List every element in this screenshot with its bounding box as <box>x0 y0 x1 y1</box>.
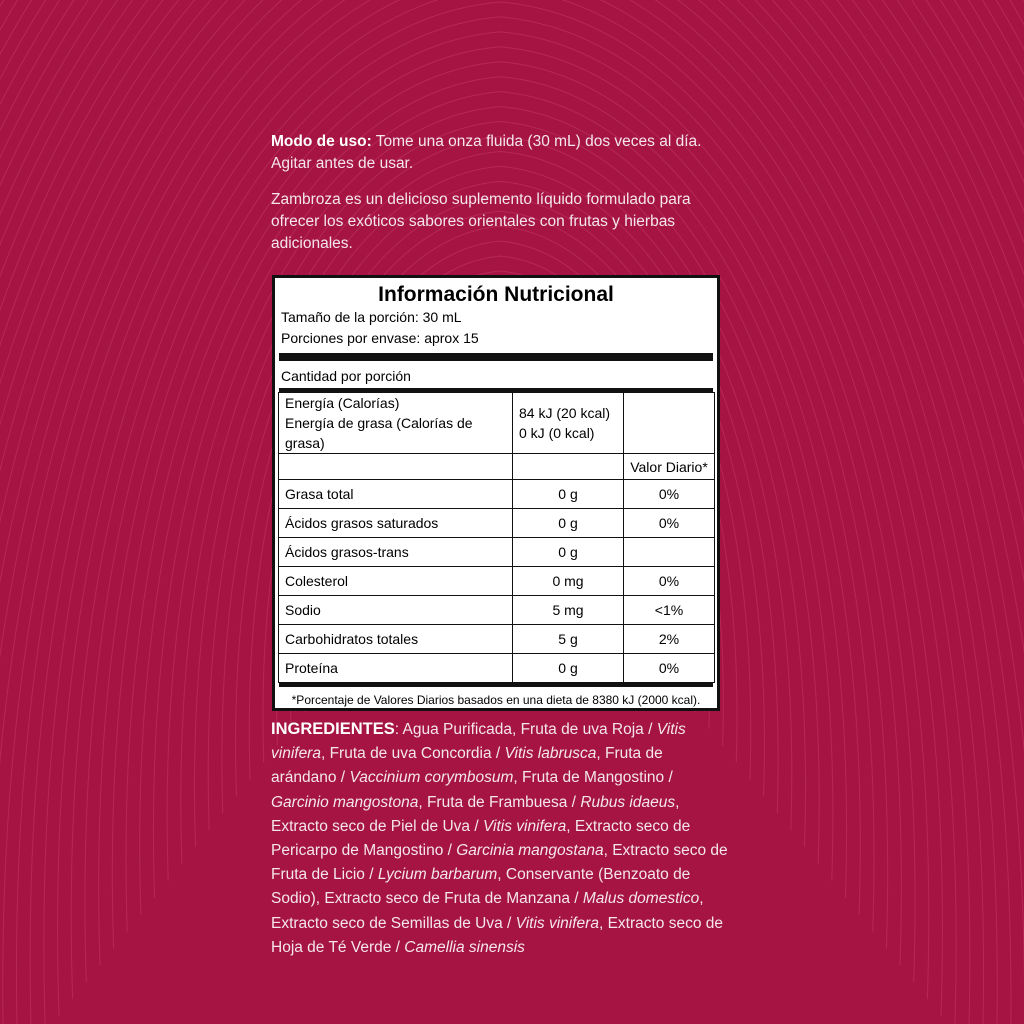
ingredient-species: Malus domestico <box>582 890 700 908</box>
nutrient-amount: 0 g <box>513 509 624 538</box>
usage-label: Modo de uso: <box>271 133 372 150</box>
nutrient-row <box>279 480 715 509</box>
nutrient-daily-value: 0% <box>624 509 715 538</box>
nutrient-amount: 0 g <box>513 654 624 683</box>
thick-divider <box>279 353 713 361</box>
fat-energy-value: 0 kJ (0 kcal) <box>519 425 595 441</box>
ingredient-text: , Conservante (Benzoato de Sodio), Extracto seco de Fruta de Manzana / <box>271 866 691 908</box>
ingredient-text: , Fruta de Mangostino / <box>513 769 673 787</box>
ingredient-text: , Extracto seco de Pericarpo de Mangostino / <box>271 817 691 860</box>
ingredient-text: , Extracto seco de Fruta de Licio / <box>271 842 728 884</box>
nutrient-amount: 0 g <box>513 480 624 509</box>
usage-text: Tome una onza fluida (30 mL) dos veces al día. Agitar antes de usar. <box>271 133 702 172</box>
energy-value: 84 kJ (20 kcal) <box>519 405 611 421</box>
nutrient-name: Grasa total <box>279 480 513 509</box>
ingredients-label: INGREDIENTES <box>271 720 395 738</box>
nutrient-daily-value: 0% <box>624 654 715 683</box>
nutrient-row <box>279 654 715 683</box>
ingredient-species: Vaccinium corymbosum <box>349 769 514 787</box>
nutrient-daily-value: <1% <box>624 596 715 625</box>
nutrient-row <box>279 567 715 596</box>
ingredient-species: Vitis vinifera <box>271 721 686 763</box>
medium-divider <box>279 683 713 687</box>
ingredient-species: Vitis labrusca <box>504 745 597 763</box>
nutrition-table <box>278 392 715 683</box>
serving-size: Tamaño de la porción: 30 mL <box>281 309 462 325</box>
product-description: Zambroza es un delicioso suplemento líquido formulado para ofrecer los exóticos sabores orientales con frutas y hierbas adicionales. <box>271 191 691 252</box>
energy-empty-cell <box>624 393 715 454</box>
energy-values-cell <box>513 393 624 454</box>
nutrient-amount: 5 mg <box>513 596 624 625</box>
daily-value-header-row <box>279 454 715 480</box>
nutrient-name: Colesterol <box>279 567 513 596</box>
nutrient-row <box>279 538 715 567</box>
nutrient-amount: 0 mg <box>513 567 624 596</box>
ingredient-text: , Extracto seco de Semillas de Uva / <box>271 890 704 932</box>
empty-cell <box>513 454 624 480</box>
ingredient-text: , Fruta de arándano / <box>271 745 663 787</box>
fat-energy-label: Energía de grasa (Calorías de grasa) <box>285 415 473 451</box>
nutrition-footnote: *Porcentaje de Valores Diarios basados en una dieta de 8380 kJ (2000 kcal). <box>291 693 701 707</box>
energy-label: Energía (Calorías) <box>285 395 400 411</box>
ingredient-text: , Extracto seco de Piel de Uva / <box>271 793 680 835</box>
nutrition-facts-panel <box>272 275 720 711</box>
energy-labels-cell <box>279 393 513 454</box>
nutrition-title: Información Nutricional <box>378 283 614 306</box>
nutrient-daily-value <box>624 538 715 567</box>
nutrient-amount: 5 g <box>513 625 624 654</box>
ingredient-text: , Extracto seco de Hoja de Té Verde / <box>271 914 724 956</box>
daily-value-header: Valor Diario* <box>624 454 715 480</box>
ingredient-species: Garcinia mangostana <box>456 842 604 860</box>
ingredient-species: Vitis vinifera <box>482 817 567 835</box>
nutrient-name: Ácidos grasos saturados <box>279 509 513 538</box>
servings-per-container: Porciones por envase: aprox 15 <box>281 330 479 346</box>
usage-section <box>271 131 731 255</box>
empty-cell <box>279 454 513 480</box>
usage-paragraph <box>271 131 731 175</box>
ingredient-species: Vitis vinifera <box>515 914 599 932</box>
nutrient-daily-value: 0% <box>624 480 715 509</box>
nutrient-row <box>279 596 715 625</box>
nutrient-name: Proteína <box>279 654 513 683</box>
nutrient-daily-value: 2% <box>624 625 715 654</box>
nutrient-daily-value: 0% <box>624 567 715 596</box>
nutrient-name: Ácidos grasos-trans <box>279 538 513 567</box>
ingredient-species: Garcinio mangostona <box>271 793 419 811</box>
nutrient-name: Sodio <box>279 596 513 625</box>
ingredient-species: Rubus idaeus <box>580 793 676 811</box>
ingredient-species: Camellia sinensis <box>404 938 525 956</box>
ingredient-species: Lycium barbarum <box>377 866 498 884</box>
amount-per-serving: Cantidad por porción <box>281 368 411 384</box>
ingredient-text: , Fruta de uva Concordia / <box>320 745 505 763</box>
energy-row <box>279 393 715 454</box>
nutrient-name: Carbohidratos totales <box>279 625 513 654</box>
nutrient-row <box>279 509 715 538</box>
nutrient-amount: 0 g <box>513 538 624 567</box>
ingredient-text: : Agua Purificada, Fruta de uva Roja / <box>394 721 657 738</box>
nutrient-row <box>279 625 715 654</box>
ingredient-text: , Fruta de Frambuesa / <box>418 793 581 811</box>
ingredients-section <box>271 717 731 960</box>
